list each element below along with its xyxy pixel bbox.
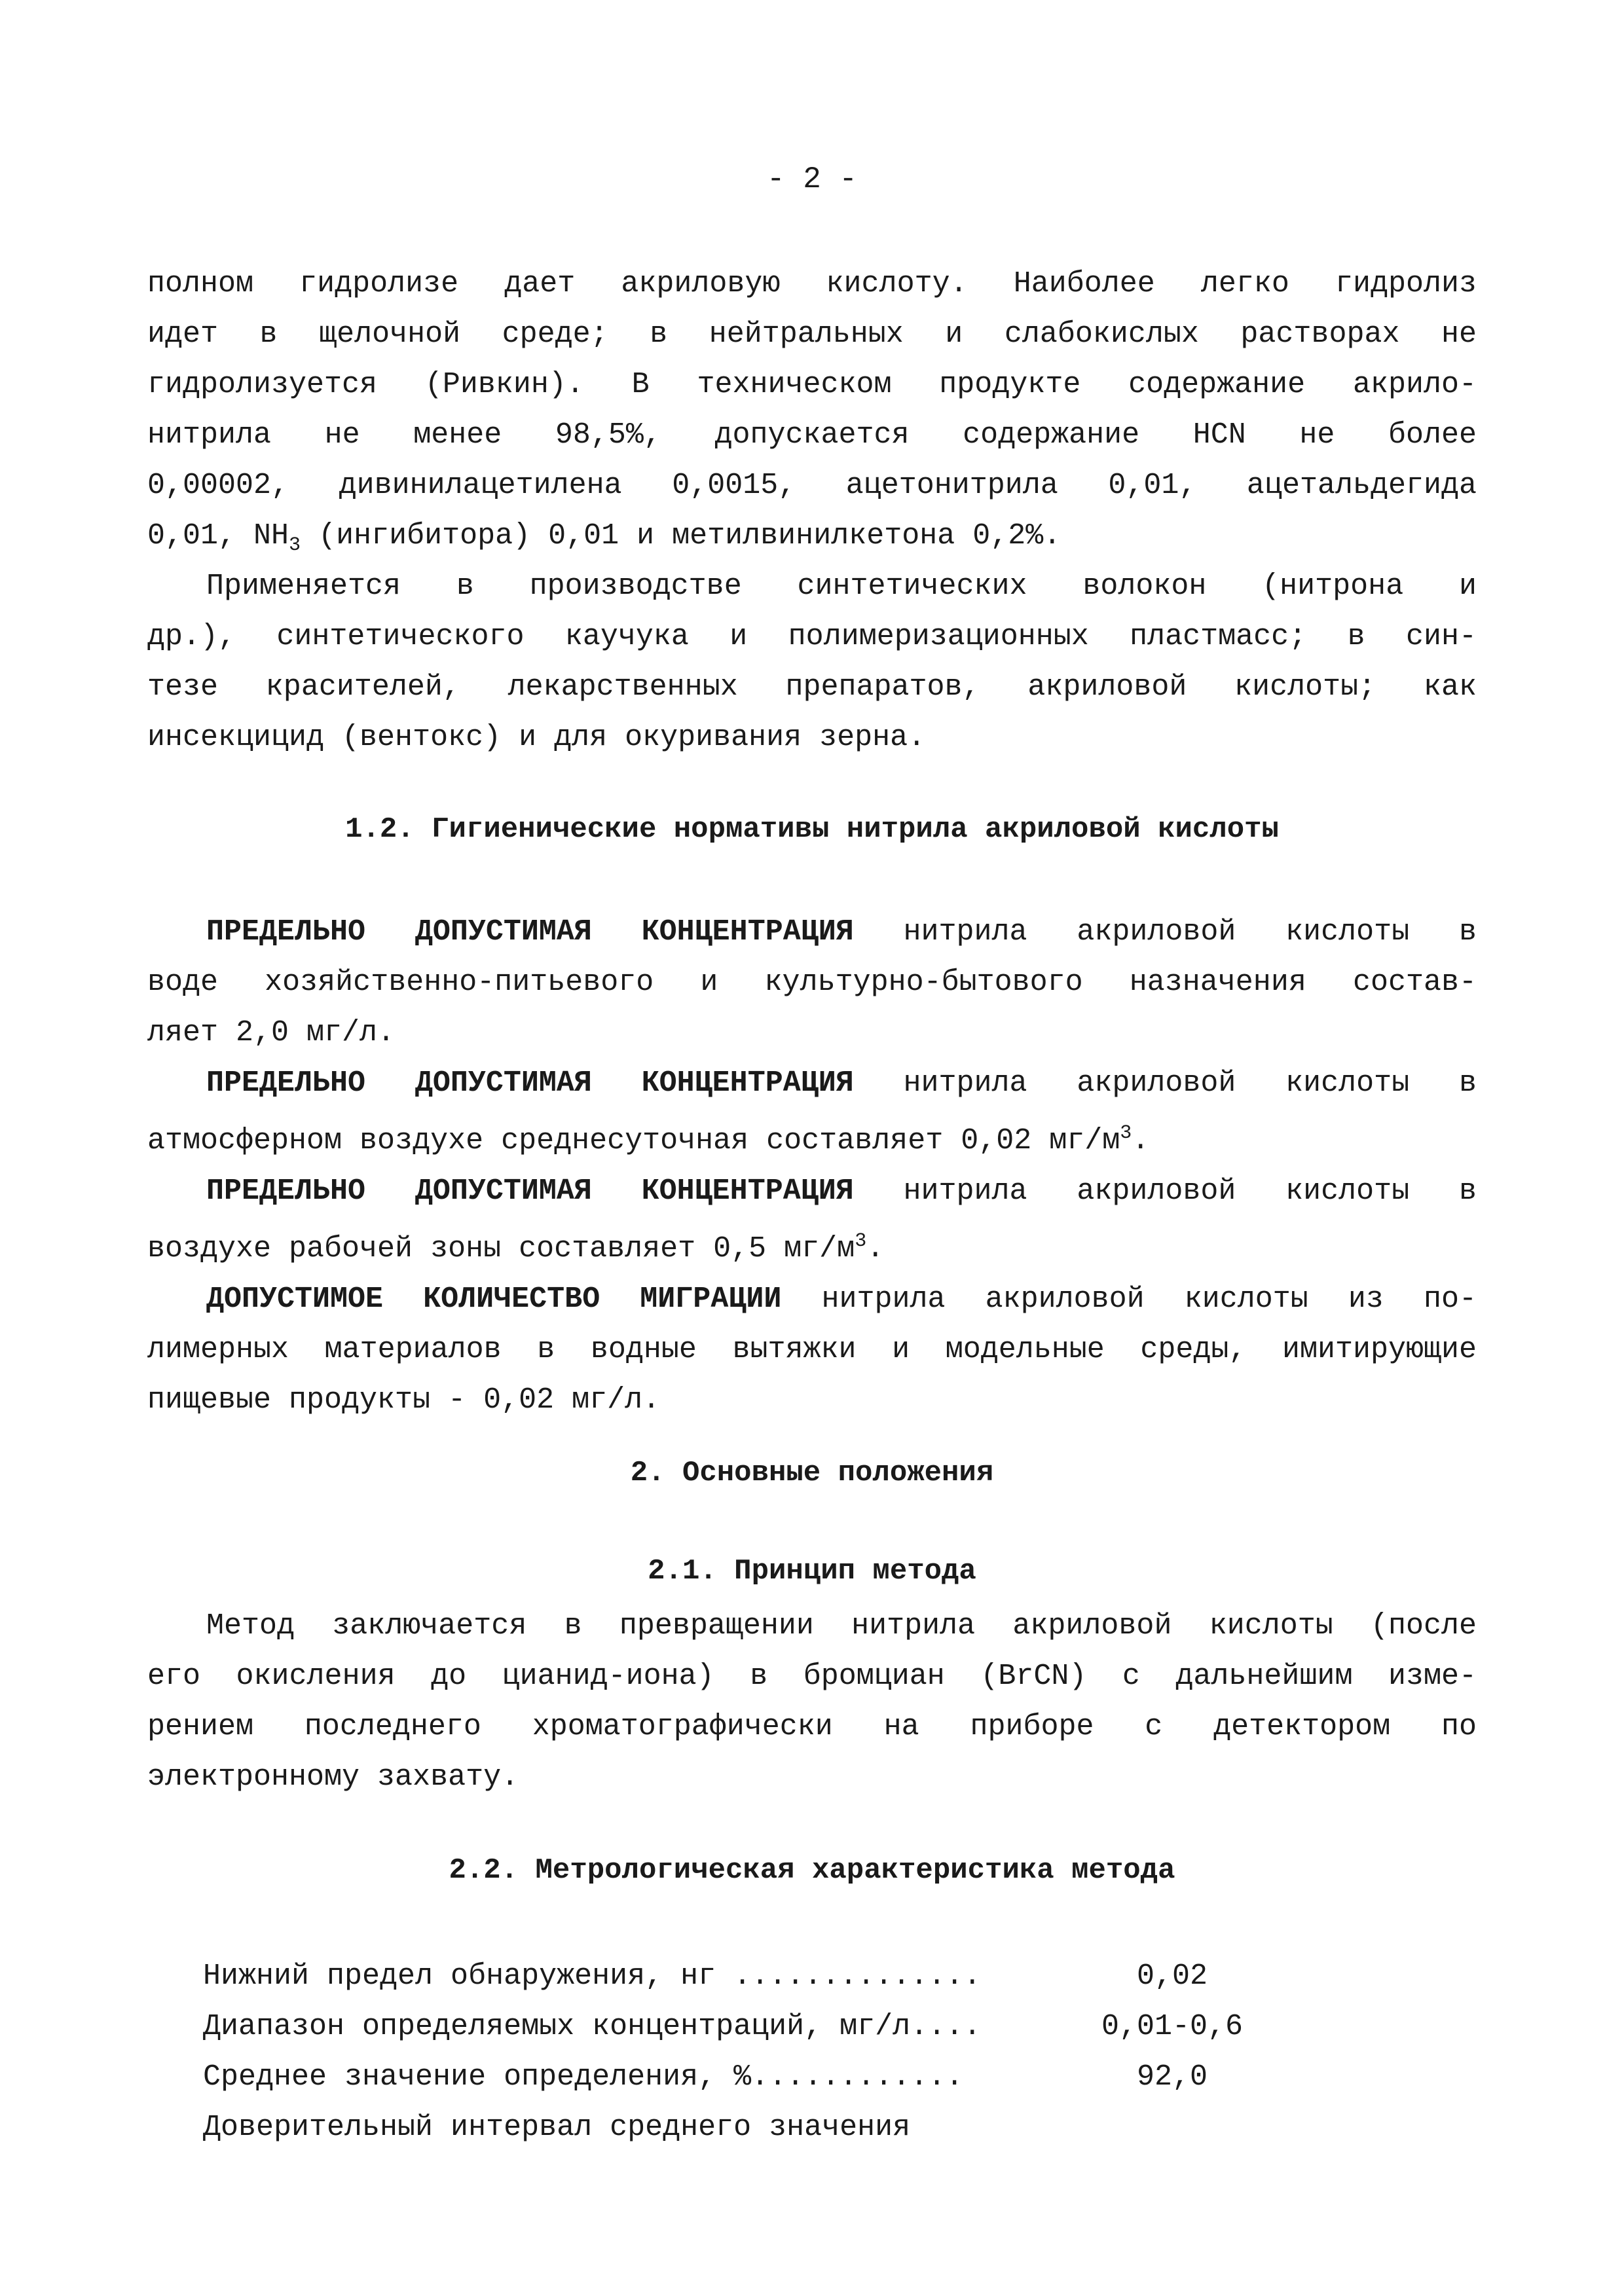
- text-line: идет в щелочной среде; в нейтральных и слабокислых растворах не: [147, 318, 1477, 351]
- text-line: воде хозяйственно-питьевого и культурно-бытового назначения состав-: [147, 966, 1477, 999]
- text-line: пищевые продукты - 0,02 мг/л.: [147, 1383, 661, 1417]
- text-line: др.), синтетического каучука и полимеризационных пластмасс; в син-: [147, 620, 1477, 653]
- metrology-value: 92,0: [1136, 2060, 1208, 2094]
- metrology-label: Нижний предел обнаружения, нг ..............: [203, 1959, 982, 1993]
- text-line: [147, 1274, 1477, 1324]
- text-fragment: .: [866, 1232, 885, 1266]
- text-line: [147, 1216, 1477, 1274]
- bold-term: ДОПУСТИМОЕ КОЛИЧЕСТВО МИГРАЦИИ: [206, 1283, 782, 1316]
- text-line: тезе красителей, лекарственных препаратов, акриловой кислоты; как: [147, 670, 1477, 704]
- bold-term: ПРЕДЕЛЬНО ДОПУСТИМАЯ КОНЦЕНТРАЦИЯ: [206, 1066, 854, 1100]
- text-line: гидролизуется (Ривкин). В техническом продукте содержание акрило-: [147, 368, 1477, 401]
- text-line: ляет 2,0 мг/л.: [147, 1016, 396, 1049]
- metrology-row: [203, 2102, 1316, 2153]
- text-line: 0,00002, дивинилацетилена 0,0015, ацетонитрила 0,01, ацетальдегида: [147, 469, 1477, 502]
- heading-method-principle: 2.1. Принцип метода: [648, 1555, 976, 1588]
- text-line: [147, 907, 1477, 957]
- text-fragment: нитрила акриловой кислоты из по-: [781, 1283, 1477, 1316]
- superscript: 3: [1120, 1122, 1132, 1144]
- heading-main-provisions: 2. Основные положения: [630, 1457, 994, 1489]
- metrology-label: Среднее значение определения, %............: [203, 2060, 964, 2094]
- text-line: лимерных материалов в водные вытяжки и модельные среды, имитирующие: [147, 1333, 1477, 1366]
- norms-block: [147, 907, 1477, 1425]
- metrology-label: Доверительный интервал среднего значения: [203, 2111, 911, 2144]
- usage-paragraph: [147, 561, 1477, 763]
- text-fragment: атмосферном воздухе среднесуточная составляет 0,02 мг/м: [147, 1124, 1120, 1157]
- text-line: его окисления до цианид-иона) в бромциан (BrCN) с дальнейшим изме-: [147, 1660, 1477, 1693]
- text-line: [147, 1058, 1477, 1108]
- text-line: Метод заключается в превращении нитрила акриловой кислоты (после: [206, 1609, 1477, 1643]
- metrology-value: 0,02: [1136, 1959, 1208, 1993]
- text-line: [147, 1108, 1477, 1166]
- text-line: полном гидролизе дает акриловую кислоту. Наиболее легко гидролиз: [147, 267, 1477, 301]
- principle-paragraph: [147, 1601, 1477, 1802]
- text-line: электронному захвату.: [147, 1760, 519, 1794]
- text-fragment: нитрила акриловой кислоты в: [853, 1066, 1477, 1100]
- metrology-value: [1074, 2102, 1270, 2153]
- text-line: [147, 1166, 1477, 1216]
- text-fragment: (ингибитора) 0,01 и метилвинилкетона 0,2%.: [301, 519, 1061, 553]
- text-line: Применяется в производстве синтетических волокон (нитрона и: [206, 570, 1477, 603]
- intro-paragraph: [147, 259, 1477, 571]
- metrology-label: Диапазон определяемых концентраций, мг/л....: [203, 2010, 982, 2043]
- metrology-list: [203, 1951, 1316, 2153]
- bold-term: ПРЕДЕЛЬНО ДОПУСТИМАЯ КОНЦЕНТРАЦИЯ: [206, 1175, 854, 1208]
- metrology-row: [203, 2001, 1316, 2052]
- bold-term: ПРЕДЕЛЬНО ДОПУСТИМАЯ КОНЦЕНТРАЦИЯ: [206, 915, 854, 949]
- heading-hygienic-norms: 1.2. Гигиенические нормативы нитрила акриловой кислоты: [345, 813, 1279, 846]
- text-fragment: нитрила акриловой кислоты в: [853, 1175, 1477, 1208]
- text-line: нитрила не менее 98,5%, допускается содержание HCN не более: [147, 418, 1477, 452]
- text-fragment: .: [1132, 1124, 1150, 1157]
- text-fragment: нитрила акриловой кислоты в: [853, 915, 1477, 949]
- superscript: 3: [855, 1230, 867, 1252]
- text-fragment: воздухе рабочей зоны составляет 0,5 мг/м: [147, 1232, 855, 1266]
- text-line: рением последнего хроматографически на приборе с детектором по: [147, 1710, 1477, 1743]
- text-fragment: 0,01, NH: [147, 519, 289, 553]
- text-line: инсекцицид (вентокс) и для окуривания зерна.: [147, 721, 926, 754]
- metrology-row: [203, 1951, 1316, 2001]
- metrology-row: [203, 2052, 1316, 2102]
- heading-metrology: 2.2. Метрологическая характеристика метода: [449, 1854, 1175, 1887]
- page-number: - 2 -: [766, 162, 858, 196]
- subscript: 3: [289, 534, 301, 556]
- metrology-value: 0,01-0,6: [1101, 2010, 1244, 2043]
